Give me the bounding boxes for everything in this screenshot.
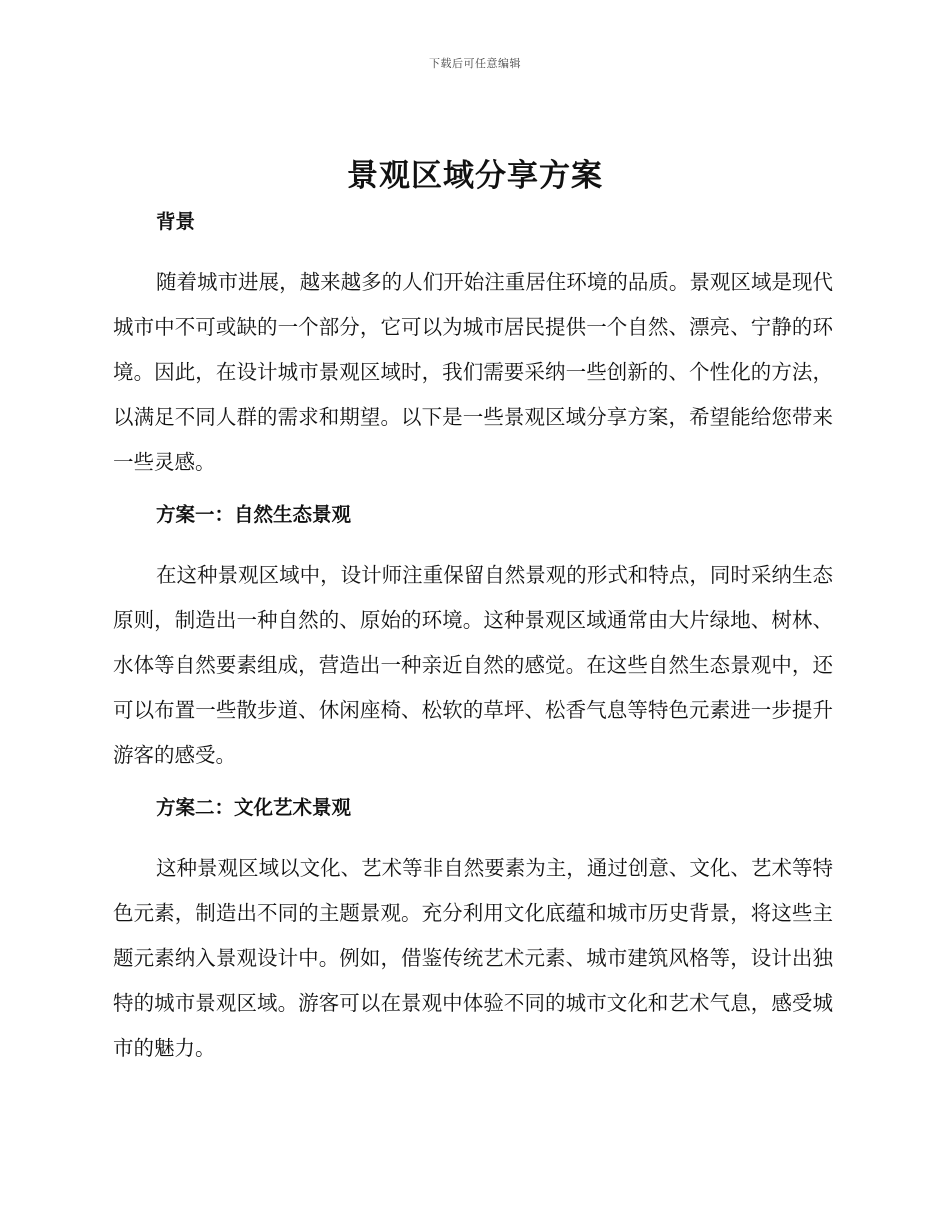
section-plan-two (113, 792, 833, 1071)
section-paragraph-background: 随着城市进展，越来越多的人们开始注重居住环境的品质。景观区域是现代城市中不可或缺的一个部分，它可以为城市居民提供一个自然、漂亮、宁静的环境。因此，在设计城市景观区域时，我们需要采纳一些创新的、个性化的方法，以满足不同人群的需求和期望。以下是一些景观区域分享方案，希望能给您带来一些灵感。 (113, 270, 833, 474)
section-heading-plan-one: 方案一：自然生态景观 (156, 503, 352, 526)
document-body (113, 206, 833, 1071)
section-paragraph-plan-two: 这种景观区域以文化、艺术等非自然要素为主，通过创意、文化、艺术等特色元素，制造出不同的主题景观。充分利用文化底蕴和城市历史背景，将这些主题元素纳入景观设计中。例如，借鉴传统艺术元素、城市建筑风格等，设计出独特的城市景观区域。游客可以在景观中体验不同的城市文化和艺术气息，感受城市的魅力。 (113, 856, 833, 1060)
section-heading-plan-two: 方案二：文化艺术景观 (156, 796, 352, 819)
section-plan-one (113, 499, 833, 778)
section-heading-background: 背景 (156, 210, 196, 233)
section-background (113, 206, 833, 485)
header-note: 下载后可任意编辑 (429, 57, 521, 70)
section-paragraph-plan-one: 在这种景观区域中，设计师注重保留自然景观的形式和特点，同时采纳生态原则，制造出一种自然的、原始的环境。这种景观区域通常由大片绿地、树林、水体等自然要素组成，营造出一种亲近自然的感觉。在这些自然生态景观中，还可以布置一些散步道、休闲座椅、松软的草坪、松香气息等特色元素进一步提升游客的感受。 (113, 563, 833, 767)
document-title: 景观区域分享方案 (347, 158, 603, 194)
